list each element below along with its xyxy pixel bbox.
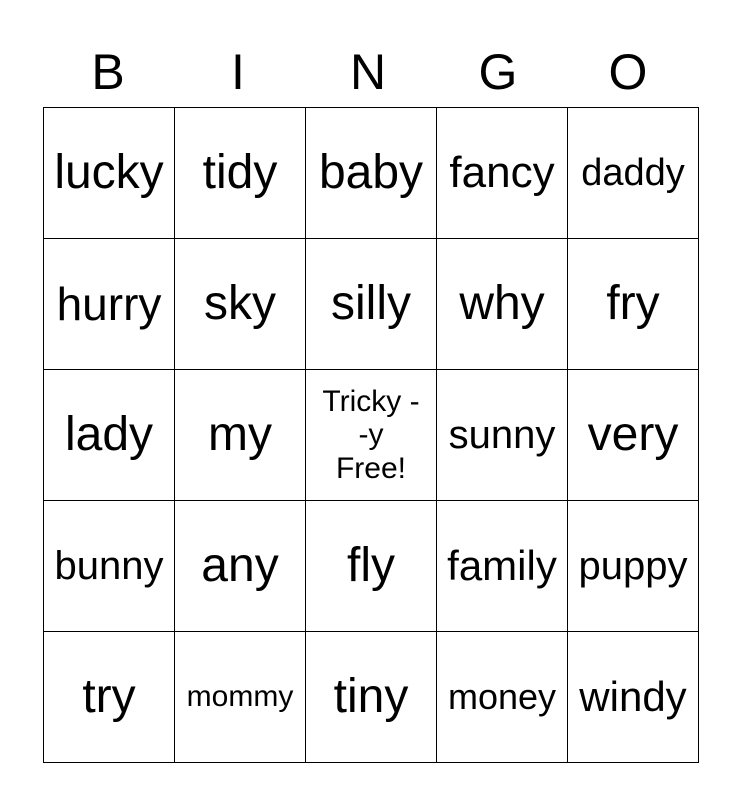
header-letter-o: O bbox=[608, 44, 648, 100]
bingo-cell[interactable]: very bbox=[568, 370, 699, 501]
board-row bbox=[44, 239, 699, 370]
bingo-cell[interactable]: try bbox=[44, 632, 175, 763]
bingo-cell[interactable]: puppy bbox=[568, 501, 699, 632]
bingo-cell[interactable]: baby bbox=[306, 108, 437, 239]
bingo-cell[interactable]: daddy bbox=[568, 108, 699, 239]
bingo-cell[interactable]: family bbox=[437, 501, 568, 632]
bingo-cell[interactable]: bunny bbox=[44, 501, 175, 632]
board-row bbox=[44, 632, 699, 763]
bingo-cell[interactable]: why bbox=[437, 239, 568, 370]
bingo-cell[interactable]: hurry bbox=[44, 239, 175, 370]
bingo-cell[interactable]: sky bbox=[175, 239, 306, 370]
bingo-cell[interactable]: windy bbox=[568, 632, 699, 763]
header-letter-n: N bbox=[349, 44, 387, 100]
header-letter-g: G bbox=[478, 44, 518, 100]
bingo-cell[interactable]: lucky bbox=[44, 108, 175, 239]
bingo-header bbox=[43, 40, 693, 104]
bingo-cell[interactable]: my bbox=[175, 370, 306, 501]
bingo-cell[interactable]: lady bbox=[44, 370, 175, 501]
bingo-cell[interactable]: money bbox=[437, 632, 568, 763]
bingo-cell[interactable]: tiny bbox=[306, 632, 437, 763]
bingo-cell[interactable]: sunny bbox=[437, 370, 568, 501]
bingo-cell[interactable]: mommy bbox=[175, 632, 306, 763]
board-row bbox=[44, 501, 699, 632]
header-letter-b: B bbox=[91, 44, 125, 100]
bingo-cell[interactable]: fancy bbox=[437, 108, 568, 239]
free-space-line: Free! bbox=[335, 451, 407, 485]
bingo-cell[interactable]: tidy bbox=[175, 108, 306, 239]
bingo-cell[interactable]: fly bbox=[306, 501, 437, 632]
bingo-cell[interactable]: silly bbox=[306, 239, 437, 370]
bingo-cell[interactable]: any bbox=[175, 501, 306, 632]
bingo-cell[interactable]: fry bbox=[568, 239, 699, 370]
board-row bbox=[44, 370, 699, 501]
bingo-board bbox=[43, 107, 699, 763]
board-row bbox=[44, 108, 699, 239]
free-space-cell[interactable] bbox=[306, 370, 437, 501]
free-space-line: -y bbox=[358, 418, 384, 452]
free-space-line: Tricky - bbox=[322, 384, 420, 418]
header-letter-i: I bbox=[231, 44, 245, 100]
